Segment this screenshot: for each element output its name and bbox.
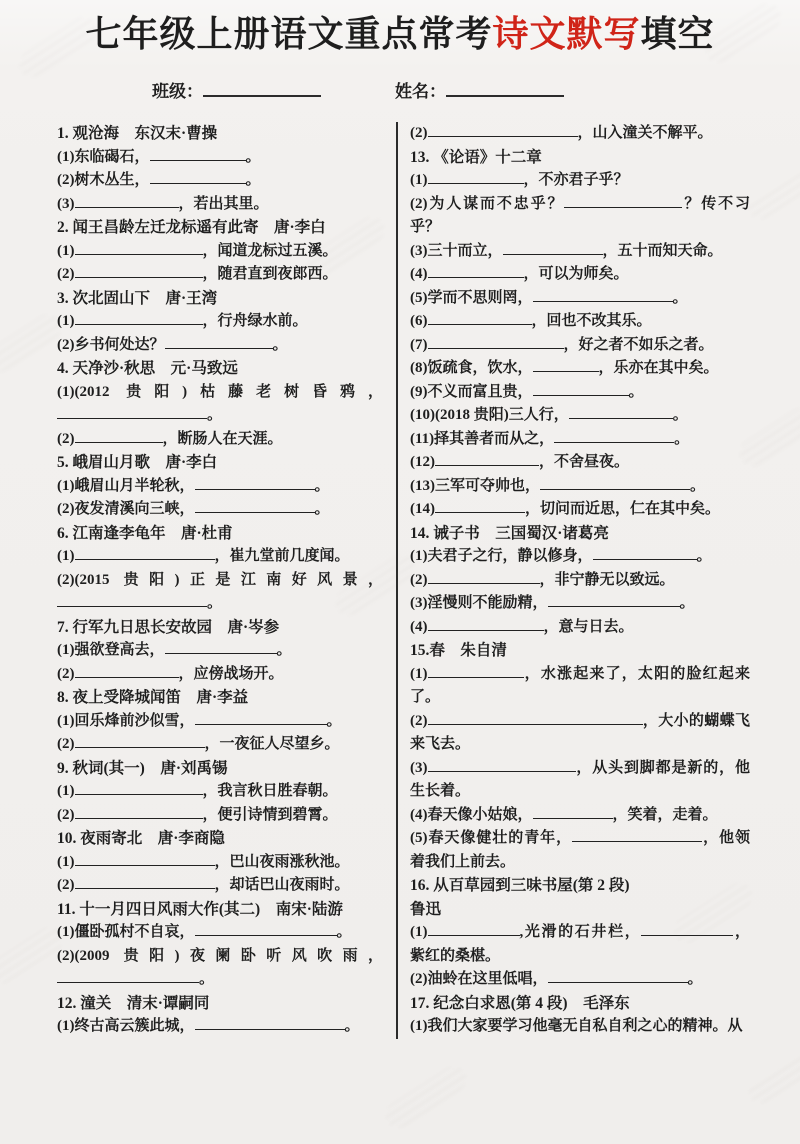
answer-blank	[195, 1017, 345, 1030]
fill-in-line	[410, 334, 750, 358]
entry-text: ，不亦君子乎？	[523, 172, 629, 188]
entry-text: (8)饭疏食，饮水，	[410, 360, 533, 376]
section-heading: 11. 十一月四日风雨大作(其二) 南宋·陆游	[57, 900, 343, 918]
fill-in-line	[57, 663, 383, 687]
entry-text: (1)我们大家要学习他毫无自私自利之心的精神。从	[410, 1018, 743, 1034]
entry-text: 。	[674, 430, 690, 447]
section-heading: 5. 峨眉山月歌 唐·李白	[57, 454, 218, 471]
answer-blank	[428, 265, 524, 278]
answer-blank	[503, 242, 603, 255]
page-title	[0, 12, 800, 56]
fill-in-line	[57, 310, 383, 334]
entry-text: (12)	[410, 454, 435, 470]
answer-blank	[57, 594, 207, 607]
entry-text: (1)夫君子之行，静以修身，	[410, 548, 593, 564]
fill-in-line	[57, 334, 383, 358]
answer-blank	[75, 312, 203, 325]
entry-text: (1)峨眉山月半轮秋，	[57, 477, 195, 494]
entry-text: 。	[690, 477, 706, 494]
fill-in-line	[410, 357, 750, 381]
watermark-stamp	[380, 1061, 471, 1133]
answer-blank	[428, 571, 540, 584]
answer-blank	[195, 712, 327, 725]
fill-in-line	[410, 827, 750, 874]
entry-text: 。	[207, 407, 223, 423]
answer-blank	[75, 806, 203, 819]
entry-text: (1)	[57, 783, 75, 799]
fill-in-line	[410, 287, 750, 311]
entry-text: (1)东临碣石，	[57, 148, 150, 165]
entry-text: 。	[679, 595, 695, 611]
answer-blank	[428, 923, 520, 936]
fill-in-line	[57, 710, 383, 734]
entry-text: ，非宁静无以致远。	[539, 571, 675, 588]
fill-in-line	[57, 428, 383, 452]
entry-text: (2)	[410, 712, 428, 729]
entry-text: ，紫红的桑椹。	[410, 924, 750, 964]
answer-blank	[75, 195, 179, 208]
entry-text: ，便引诗情到碧霄。	[202, 806, 338, 823]
fill-in-line	[57, 780, 383, 804]
entry-text: (14)	[410, 501, 435, 517]
title-highlight: 诗文默写	[492, 13, 641, 54]
entry-text: (2)	[57, 736, 75, 752]
answer-blank	[428, 336, 564, 349]
answer-blank	[428, 618, 544, 631]
section-heading: 1. 观沧海 东汉末·曹操	[57, 125, 218, 142]
entry-text: (1)	[57, 242, 75, 259]
student-info-row	[0, 80, 800, 104]
entry-text: (2)	[410, 571, 428, 588]
fill-in-line	[57, 874, 383, 898]
entry-text: (10)(2018 贵阳)三人行，	[410, 407, 569, 423]
entry-text: (2)	[410, 125, 428, 141]
entry-text: (1)	[410, 665, 428, 682]
fill-in-line	[57, 569, 383, 616]
entry-text: (3)淫慢则不能励精，	[410, 595, 548, 611]
entry-text: (2)树木丛生，	[57, 172, 150, 188]
section-heading: 13. 《论语》十二章	[410, 148, 542, 166]
entry-text: ，应傍战场开。	[178, 665, 284, 682]
fill-in-line	[410, 193, 750, 240]
entry-text: ,光滑的石井栏，	[519, 924, 642, 940]
fill-in-line	[57, 193, 383, 217]
fill-in-line	[410, 381, 750, 405]
section-heading: 3. 次北固山下 唐·王湾	[57, 289, 218, 307]
entry-text: ，好之者不如乐之者。	[563, 336, 714, 353]
fill-in-line	[410, 710, 750, 757]
answer-blank	[641, 923, 733, 936]
section-heading: 14. 诫子书 三国蜀汉·诸葛亮	[410, 524, 609, 542]
fill-in-line	[410, 169, 750, 193]
answer-blank	[195, 500, 315, 513]
entry-text: 。	[207, 595, 223, 611]
entry-text: (2)油蛉在这里低唱，	[410, 971, 548, 987]
entry-text: 。	[672, 289, 688, 306]
title-suffix: 填空	[640, 13, 715, 54]
entry-text: (4)春天像小姑娘，	[410, 806, 533, 823]
entry-text: ，笑着，走着。	[612, 806, 718, 823]
fill-in-line	[410, 616, 750, 640]
entry-text: ，若出其里。	[178, 195, 269, 212]
fill-in-line	[410, 404, 750, 428]
entry-text: ，回也不改其乐。	[531, 313, 652, 329]
entry-text: ，切问而近思，仁在其中矣。	[525, 501, 721, 517]
entry-text: ，却话巴山夜雨时。	[214, 877, 350, 893]
entry-text: 。	[687, 971, 703, 987]
answer-blank	[75, 876, 215, 889]
entry-text: (3)	[410, 759, 428, 776]
answer-blank	[150, 171, 246, 184]
entry-text: (2)	[57, 665, 75, 682]
section-heading: 鲁迅	[410, 900, 442, 918]
entry-text: 。	[336, 924, 352, 940]
entry-text: (9)不义而富且贵，	[410, 383, 533, 400]
entry-text: ，行舟绿水前。	[202, 313, 308, 329]
answer-blank	[428, 171, 524, 184]
fill-in-line	[57, 851, 383, 875]
fill-in-line	[57, 733, 383, 757]
answer-blank	[435, 500, 525, 513]
entry-text: (5)春天像健壮的青年，	[410, 830, 573, 846]
fill-in-line	[410, 263, 750, 287]
entry-text: (1)	[410, 924, 428, 940]
entry-text: ，巴山夜雨涨秋池。	[214, 853, 350, 870]
answer-blank	[57, 406, 207, 419]
answer-blank	[75, 265, 203, 278]
entry-text: ，意与日去。	[543, 618, 634, 635]
fill-in-line	[57, 945, 383, 992]
fill-in-line	[410, 592, 750, 616]
entry-text: (13)三军可夺帅也，	[410, 477, 540, 494]
section-heading: 6. 江南逢李龟年 唐·杜甫	[57, 524, 233, 542]
fill-in-line	[410, 310, 750, 334]
fill-in-line	[410, 451, 750, 475]
fill-in-line	[410, 757, 750, 804]
fill-in-line	[410, 428, 750, 452]
answer-blank	[150, 148, 246, 161]
entry-text: (4)	[410, 618, 428, 635]
fill-in-line	[410, 240, 750, 264]
entry-text: 。	[326, 712, 342, 729]
fill-in-line	[410, 569, 750, 593]
answer-blank	[564, 195, 682, 208]
entry-text: ，崔九堂前几度闻。	[214, 548, 350, 564]
section-heading: 8. 夜上受降城闻笛 唐·李益	[57, 689, 249, 706]
answer-blank	[533, 359, 599, 372]
entry-text: (3)三十而立，	[410, 242, 503, 259]
entry-text: (1)强欲登高去，	[57, 642, 165, 658]
entry-text: (6)	[410, 313, 428, 329]
fill-in-line	[57, 475, 383, 499]
answer-blank	[593, 547, 697, 560]
answer-blank	[165, 336, 273, 349]
entry-text: (2)(2009 贵阳)夜阑卧听风吹雨，	[57, 947, 383, 964]
entry-text: 。	[245, 148, 261, 165]
fill-in-line	[410, 545, 750, 569]
fill-in-line	[410, 122, 750, 146]
section-heading: 17. 纪念白求恩(第 4 段) 毛泽东	[410, 994, 630, 1012]
entry-text: ，山入潼关不解平。	[577, 125, 713, 141]
entry-text: 。	[272, 336, 288, 353]
entry-text: ，五十而知天命。	[602, 242, 723, 259]
entry-text: 。	[314, 501, 330, 517]
answer-blank	[75, 430, 163, 443]
entry-text: 。	[696, 548, 712, 564]
entry-text: (2)	[57, 430, 75, 447]
section-heading: 7. 行军九日思长安故园 唐·岑参	[57, 618, 280, 636]
entry-text: (2)乡书何处达？	[57, 336, 165, 353]
answer-blank	[75, 665, 179, 678]
entry-text: (1)	[410, 172, 428, 188]
answer-blank	[554, 430, 674, 443]
entry-text: 。	[344, 1018, 360, 1034]
fill-in-line	[57, 498, 383, 522]
answer-blank	[75, 853, 215, 866]
fill-in-line	[57, 921, 383, 945]
entry-text: 。	[276, 642, 292, 658]
fill-in-line	[57, 1015, 383, 1039]
section-heading: 9. 秋词(其一) 唐·刘禹锡	[57, 759, 228, 777]
entry-text: ，大小的蝴蝶飞来飞去。	[410, 712, 750, 752]
answer-blank	[540, 477, 690, 490]
section-heading: 2. 闻王昌龄左迁龙标遥有此寄 唐·李白	[57, 219, 326, 236]
content-columns	[0, 122, 800, 1039]
entry-text: ，乐亦在其中矣。	[598, 360, 719, 376]
answer-blank	[428, 124, 578, 137]
left-column	[57, 122, 383, 1039]
answer-blank	[75, 547, 215, 560]
fill-in-line	[410, 475, 750, 499]
section-heading: 10. 夜雨寄北 唐·李商隐	[57, 830, 225, 847]
answer-blank	[165, 641, 277, 654]
entry-text: (2)夜发清溪向三峡，	[57, 501, 195, 517]
entry-text: (2)	[57, 266, 75, 282]
fill-in-line	[57, 381, 383, 428]
section-heading: 4. 天净沙·秋思 元·马致远	[57, 360, 238, 377]
entry-text: 。	[314, 477, 330, 494]
section-heading: 16. 从百草园到三味书屋(第 2 段)	[410, 877, 630, 894]
answer-blank	[569, 406, 673, 419]
class-blank	[203, 82, 321, 97]
entry-text: (1)	[57, 853, 75, 870]
answer-blank	[428, 759, 576, 772]
class-field	[152, 80, 321, 104]
entry-text: 。	[672, 407, 688, 423]
section-heading: 12. 潼关 清末·谭嗣同	[57, 994, 210, 1012]
right-column	[410, 122, 750, 1039]
entry-text: ，不舍昼夜。	[539, 454, 630, 470]
watermark-stamp	[744, 1044, 800, 1108]
fill-in-line	[57, 639, 383, 663]
entry-text: (3)	[57, 195, 75, 212]
answer-blank	[533, 289, 673, 302]
entry-text: (1)	[57, 313, 75, 329]
title-prefix: 七年级上册语文重点常考	[85, 13, 493, 54]
entry-text: ？传不习乎？	[410, 195, 750, 235]
worksheet-page	[0, 12, 800, 1144]
fill-in-line	[410, 804, 750, 828]
name-field	[395, 80, 564, 104]
fill-in-line	[410, 921, 750, 968]
fill-in-line	[57, 545, 383, 569]
answer-blank	[548, 970, 688, 983]
section-heading: 15.春 朱自清	[410, 642, 507, 659]
class-label: 班级：	[152, 82, 203, 101]
entry-text: (11)择其善者而从之，	[410, 430, 555, 447]
answer-blank	[428, 665, 524, 678]
fill-in-line	[410, 968, 750, 992]
answer-blank	[428, 312, 532, 325]
fill-in-line	[57, 169, 383, 193]
entry-text: ，他领着我们上前去。	[410, 830, 750, 870]
entry-text: ，可以为师矣。	[523, 266, 629, 282]
name-blank	[446, 82, 564, 97]
fill-in-line	[57, 240, 383, 264]
entry-text: (2)	[57, 806, 75, 823]
answer-blank	[75, 735, 205, 748]
entry-text: (7)	[410, 336, 428, 353]
entry-text: ，从头到脚都是新的，他生长着。	[410, 759, 750, 799]
entry-text: (1)回乐烽前沙似雪，	[57, 712, 195, 729]
name-label: 姓名：	[395, 82, 446, 101]
fill-in-line	[410, 498, 750, 522]
entry-text: (4)	[410, 266, 428, 282]
fill-in-line	[57, 146, 383, 170]
answer-blank	[533, 383, 629, 396]
entry-text: ，一夜征人尽望乡。	[204, 736, 340, 752]
entry-text: ，随君直到夜郎西。	[202, 266, 338, 282]
answer-blank	[572, 829, 702, 842]
entry-text: 。	[199, 971, 215, 987]
entry-text: (2)(2015 贵阳)正是江南好风景，	[57, 571, 383, 588]
answer-blank	[75, 782, 203, 795]
answer-blank	[195, 477, 315, 490]
fill-in-line	[410, 663, 750, 710]
answer-blank	[548, 594, 680, 607]
answer-blank	[533, 806, 613, 819]
entry-text: (1)终古高云簇此城，	[57, 1018, 195, 1034]
entry-text: ，闻道龙标过五溪。	[202, 242, 338, 259]
entry-text: ，我言秋日胜春朝。	[202, 783, 338, 799]
entry-text: (2)	[57, 877, 75, 893]
entry-text: (1)	[57, 548, 75, 564]
entry-text: (1)僵卧孤村不自哀，	[57, 924, 195, 940]
fill-in-line	[410, 1015, 750, 1039]
answer-blank	[57, 970, 199, 983]
fill-in-line	[57, 804, 383, 828]
answer-blank	[75, 242, 203, 255]
answer-blank	[428, 712, 643, 725]
entry-text: (5)学而不思则罔，	[410, 289, 533, 306]
answer-blank	[195, 923, 337, 936]
answer-blank	[435, 453, 539, 466]
entry-text: ，断肠人在天涯。	[162, 430, 283, 447]
entry-text: 。	[628, 383, 644, 400]
entry-text: (1)(2012 贵阳)枯藤老树昏鸦，	[57, 383, 383, 400]
entry-text: (2)为人谋而不忠乎？	[410, 195, 565, 212]
fill-in-line	[57, 263, 383, 287]
column-divider	[396, 122, 398, 1039]
entry-text: 。	[245, 172, 261, 188]
entry-text: ，水涨起来了，太阳的脸红起来了。	[410, 665, 750, 705]
